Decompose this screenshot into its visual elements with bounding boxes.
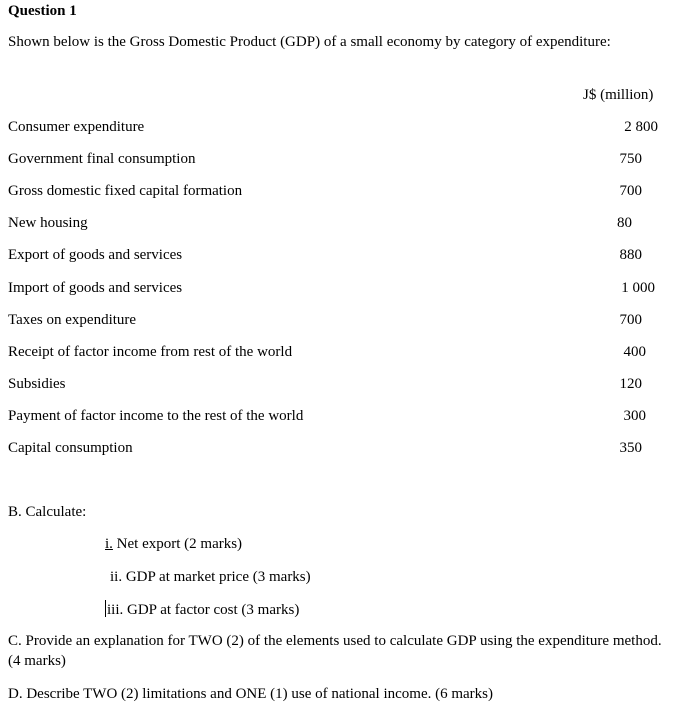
row-value-new-housing: 80 — [617, 215, 632, 231]
row-value-factor-income-payment: 300 — [623, 408, 646, 424]
part-b-item-2-text: GDP at market price (3 marks) — [122, 569, 311, 585]
part-b-item-1-marker: i. — [105, 536, 113, 552]
unit-header: J$ (million) — [583, 87, 654, 103]
part-b-item-3-text: GDP at factor cost (3 marks) — [123, 602, 300, 618]
row-value-taxes-on-expenditure: 700 — [619, 312, 642, 328]
row-value-consumer-expenditure: 2 800 — [624, 119, 658, 135]
row-value-capital-consumption: 350 — [619, 440, 642, 456]
part-b-item-1-text: Net export (2 marks) — [112, 536, 243, 552]
part-b-item-3-marker: iii. — [107, 602, 124, 618]
question-intro: Shown below is the Gross Domestic Product (GDP) of a small economy by category of expenditure: — [8, 34, 611, 50]
row-value-exports: 880 — [619, 247, 642, 263]
row-value-fixed-capital-formation: 700 — [619, 183, 642, 199]
row-label-consumer-expenditure: Consumer expenditure — [8, 119, 145, 135]
row-label-taxes-on-expenditure: Taxes on expenditure — [8, 312, 137, 328]
row-label-factor-income-payment: Payment of factor income to the rest of the world — [8, 408, 304, 424]
question-title: Question 1 — [8, 3, 77, 19]
row-value-subsidies: 120 — [619, 376, 642, 392]
row-value-government-consumption: 750 — [619, 151, 642, 167]
row-label-fixed-capital-formation: Gross domestic fixed capital formation — [8, 183, 243, 199]
row-value-imports: 1 000 — [621, 280, 655, 296]
part-b-heading: B. Calculate: — [8, 504, 87, 520]
part-b-item-1 — [105, 535, 242, 553]
part-d-text: D. Describe TWO (2) limitations and ONE (1) use of national income. (6 marks) — [8, 686, 494, 702]
row-label-exports: Export of goods and services — [8, 247, 183, 263]
row-label-subsidies: Subsidies — [8, 376, 66, 392]
part-b-item-2 — [110, 568, 311, 586]
row-label-new-housing: New housing — [8, 215, 88, 231]
row-label-imports: Import of goods and services — [8, 280, 183, 296]
row-label-government-consumption: Government final consumption — [8, 151, 196, 167]
text-cursor — [105, 600, 106, 617]
row-label-factor-income-receipt: Receipt of factor income from rest of the world — [8, 344, 293, 360]
row-label-capital-consumption: Capital consumption — [8, 440, 133, 456]
part-b-item-3 — [105, 600, 299, 619]
row-value-factor-income-receipt: 400 — [623, 344, 646, 360]
part-b-item-2-marker: ii. — [110, 569, 123, 585]
part-c-text: C. Provide an explanation for TWO (2) of the elements used to calculate GDP using the expenditure method. (4 marks) — [8, 633, 662, 669]
